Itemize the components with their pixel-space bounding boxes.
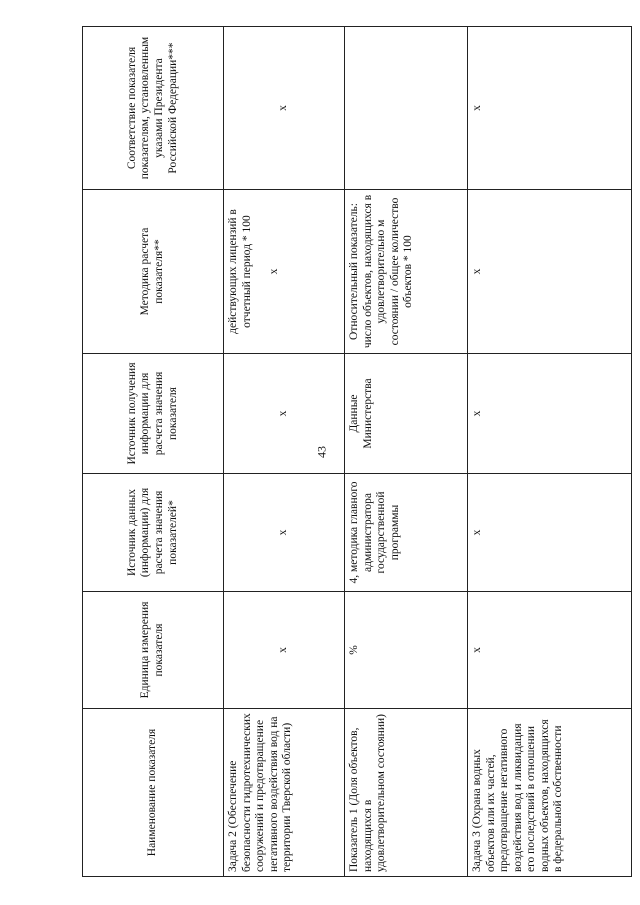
table-row xyxy=(468,27,632,877)
row-data-source: x xyxy=(224,474,345,592)
indicators-table xyxy=(82,26,632,877)
table-row xyxy=(224,27,345,877)
header-decree-correspondence: Соответствие показателя показателям, установленным указами Президента Российской Федерации*** xyxy=(83,27,224,190)
row-method xyxy=(224,190,345,354)
header-info-source: Источник получения информации для расчета значения показателя xyxy=(83,354,224,474)
row-info-source: Данные Министерства xyxy=(345,354,468,474)
row-method: Относительный показатель: число объектов, находящихся в удовлетворительно м состоянии / общее количество объектов * 100 xyxy=(345,190,468,354)
row-indicator-name: Задача 2 (Обеспечение безопасности гидротехнических сооружений и предотвращение негативного воздействия вод на территории Тверской области) xyxy=(224,709,345,877)
row-data-source: x xyxy=(468,474,632,592)
header-indicator-name: Наименование показателя xyxy=(83,709,224,877)
row-info-source: x xyxy=(224,354,345,474)
row-unit: x xyxy=(468,592,632,709)
table-row xyxy=(345,27,468,877)
indicators-table-rotated xyxy=(82,27,640,877)
header-data-source: Источник данных (информации) для расчета значения показателей* xyxy=(83,474,224,592)
row-info-source: x xyxy=(468,354,632,474)
method-continuation-text: действующих лицензий в отчетный период * 100 xyxy=(227,209,253,334)
row-indicator-name: Задача 3 (Охрана водных объектов или их частей, предотвращение негативного воздействия вод и ликвидация его последствий в отношении водных объектов, находящихся в федеральной собственности xyxy=(468,709,632,877)
row-decree: x xyxy=(468,27,632,190)
row-data-source: 4, методика главного администратора государственной программы xyxy=(345,474,468,592)
header-method: Методика расчета показателя** xyxy=(83,190,224,354)
row-unit: x xyxy=(224,592,345,709)
row-method: x xyxy=(468,190,632,354)
row-decree xyxy=(345,27,468,190)
page-number: 43 xyxy=(314,446,329,458)
row-decree: x xyxy=(224,27,345,190)
row-unit: % xyxy=(345,592,468,709)
header-row xyxy=(83,27,224,877)
method-mark: x xyxy=(268,268,281,275)
row-indicator-name: Показатель 1 (Доля объектов, находящихся в удовлетворительном состоянии) xyxy=(345,709,468,877)
header-unit: Единица измерения показателя xyxy=(83,592,224,709)
